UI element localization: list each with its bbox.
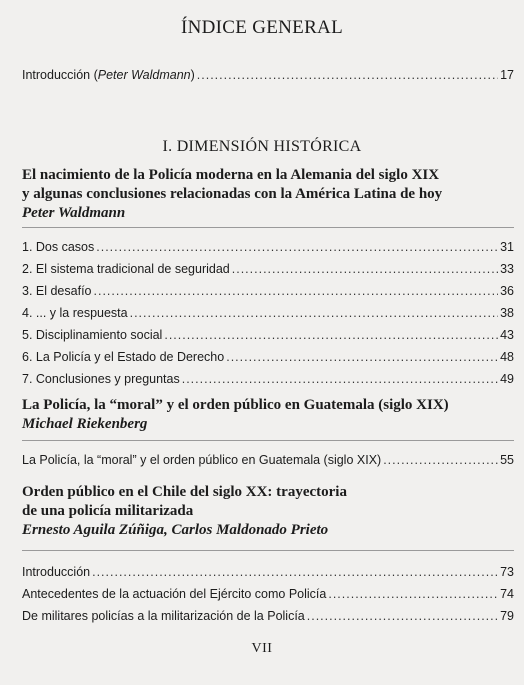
toc-entry: 7. Conclusiones y preguntas ..... 49 xyxy=(22,371,514,387)
dot-leader xyxy=(197,67,498,83)
article-title: Orden público en el Chile del siglo XX: trayectoria de una policía militarizada xyxy=(22,484,347,519)
section-heading: I. DIMENSIÓN HISTÓRICA xyxy=(162,138,362,155)
toc-entry: De militares policías a la militarización de la Policía ..... 79 xyxy=(22,608,514,624)
page-number: VII xyxy=(251,641,273,656)
page-title: ÍNDICE GENERAL xyxy=(181,17,343,38)
divider xyxy=(22,227,514,228)
toc-entry: Antecedentes de la actuación del Ejército como Policía ..... 74 xyxy=(22,586,514,602)
toc-entry-introduccion xyxy=(22,67,514,83)
article-author: Ernesto Aguila Zúñiga, Carlos Maldonado Prieto xyxy=(22,522,329,538)
toc-entry: 3. El desafío ..... 36 xyxy=(22,283,514,299)
toc-entry: 4. ... y la respuesta ..... 38 xyxy=(22,305,514,321)
article-title: El nacimiento de la Policía moderna en la Alemania del siglo XIX y algunas conclusiones relacionadas con la América Latina de hoy xyxy=(22,167,443,202)
divider xyxy=(22,440,514,441)
toc-entry-page: 17 xyxy=(500,68,514,82)
toc-entry: 5. Disciplinamiento social ..... 43 xyxy=(22,327,514,343)
toc-entry: La Policía, la “moral” y el orden público en Guatemala (siglo XIX) ..... 55 xyxy=(22,452,514,468)
article-author: Peter Waldmann xyxy=(22,205,126,221)
article-author: Michael Riekenberg xyxy=(22,416,148,432)
divider xyxy=(22,550,514,551)
toc-entry: 6. La Policía y el Estado de Derecho ..... 48 xyxy=(22,349,514,365)
toc-entry: 2. El sistema tradicional de seguridad ..... 33 xyxy=(22,261,514,277)
toc-entry-label: Introducción (Peter Waldmann) xyxy=(22,68,195,82)
toc-entry: Introducción ..... 73 xyxy=(22,564,514,580)
toc-entry: 1. Dos casos ..... 31 xyxy=(22,239,514,255)
article-title: La Policía, la “moral” y el orden público en Guatemala (siglo XIX) xyxy=(22,397,449,413)
